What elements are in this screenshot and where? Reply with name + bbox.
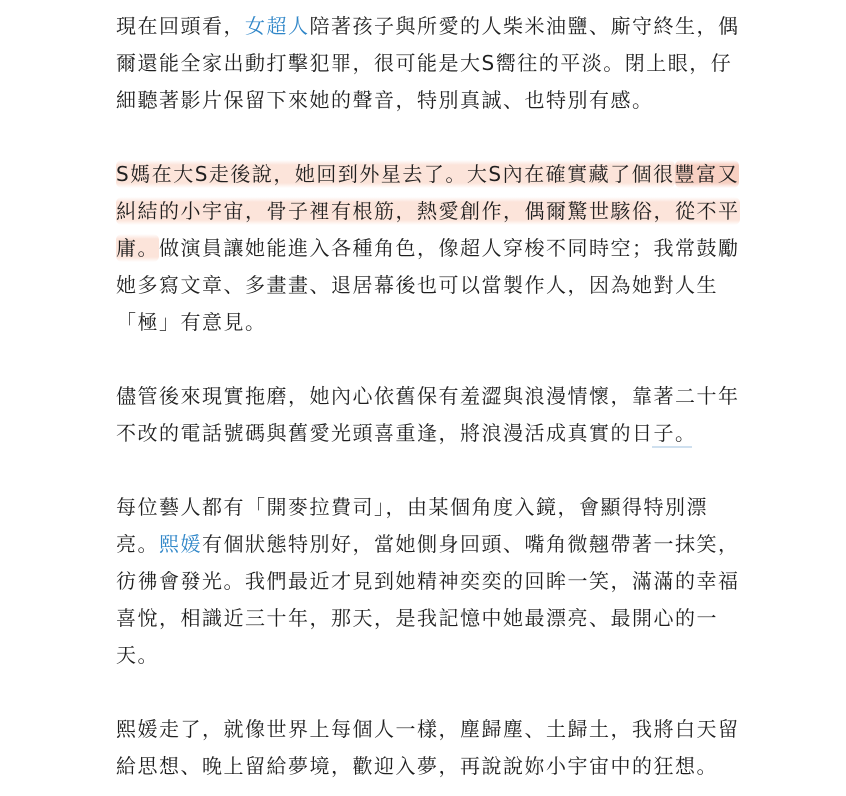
line-text: 現在回頭看，	[116, 14, 245, 38]
paragraph-gap	[116, 341, 736, 378]
paragraph-line	[116, 230, 740, 267]
paragraph-line	[116, 193, 740, 230]
paragraph-line	[116, 8, 740, 45]
line-text: 做演員讓她能進入各種角色，像超人穿梭不同時空；我常鼓勵	[159, 236, 740, 260]
paragraph-4	[116, 489, 740, 674]
paragraph-line: 「極」有意見。	[116, 310, 267, 334]
paragraph-line: 儘管後來現實拖磨，她內心依舊保有羞澀與浪漫情懷，靠著二十年	[116, 384, 740, 408]
paragraph-line: 喜悅，相識近三十年，那天，是我記憶中她最漂亮、最開心的一	[116, 606, 718, 630]
paragraph-line: 熙媛走了，就像世界上每個人一樣，塵歸塵、土歸土，我將白天留	[116, 717, 740, 741]
paragraph-1	[116, 8, 740, 119]
link-hsu-hsi-yuan[interactable]: 熙媛	[159, 532, 202, 556]
paragraph-line: 給思想、晚上留給夢境，歡迎入夢，再說說妳小宇宙中的狂想。	[116, 754, 718, 778]
paragraph-gap	[116, 674, 736, 711]
paragraph-3	[116, 378, 740, 452]
line-text: 有個狀態特別好，當她側身回頭、嘴角微翹帶著一抹笑，	[202, 532, 740, 556]
paragraph-line: 她多寫文章、多畫畫、退居幕後也可以當製作人，因為她對人生	[116, 273, 718, 297]
decorative-underline	[652, 446, 692, 448]
paragraph-line: 彷彿會發光。我們最近才見到她精神奕奕的回眸一笑，滿滿的幸福	[116, 569, 740, 593]
paragraph-line: 天。	[116, 643, 159, 667]
line-text: 亮。	[116, 532, 159, 556]
paragraph-line: 細聽著影片保留下來她的聲音，特別真誠、也特別有感。	[116, 88, 654, 112]
paragraph-line	[116, 526, 740, 563]
highlighted-text: 庸。	[116, 236, 159, 260]
highlighted-text: S媽在大S走後說，她回到外星去了。大S內在確實藏了個很	[116, 162, 675, 186]
paragraph-line	[116, 156, 740, 193]
paragraph-line: 每位藝人都有「開麥拉費司」，由某個角度入鏡，會顯得特別漂	[116, 495, 708, 519]
paragraph-2	[116, 156, 740, 341]
paragraph-gap	[116, 452, 736, 489]
paragraph-line: 爾還能全家出動打擊犯罪，很可能是大S嚮往的平淡。閉上眼，仔	[116, 51, 733, 75]
paragraph-line: 不改的電話號碼與舊愛光頭喜重逢，將浪漫活成真實的日子。	[116, 421, 697, 445]
paragraph-gap	[116, 119, 736, 156]
link-wonder-woman[interactable]: 女超人	[245, 14, 310, 38]
paragraph-5	[116, 711, 740, 785]
article-body	[116, 8, 740, 785]
line-text: 陪著孩子與所愛的人柴米油鹽、廝守終生，偶	[309, 14, 740, 38]
highlighted-text: 糾結的小宇宙，骨子裡有根筋，熱愛創作，偶爾驚世駭俗，從不平	[116, 199, 740, 223]
highlighted-text-strong: 豐富又	[674, 162, 740, 186]
